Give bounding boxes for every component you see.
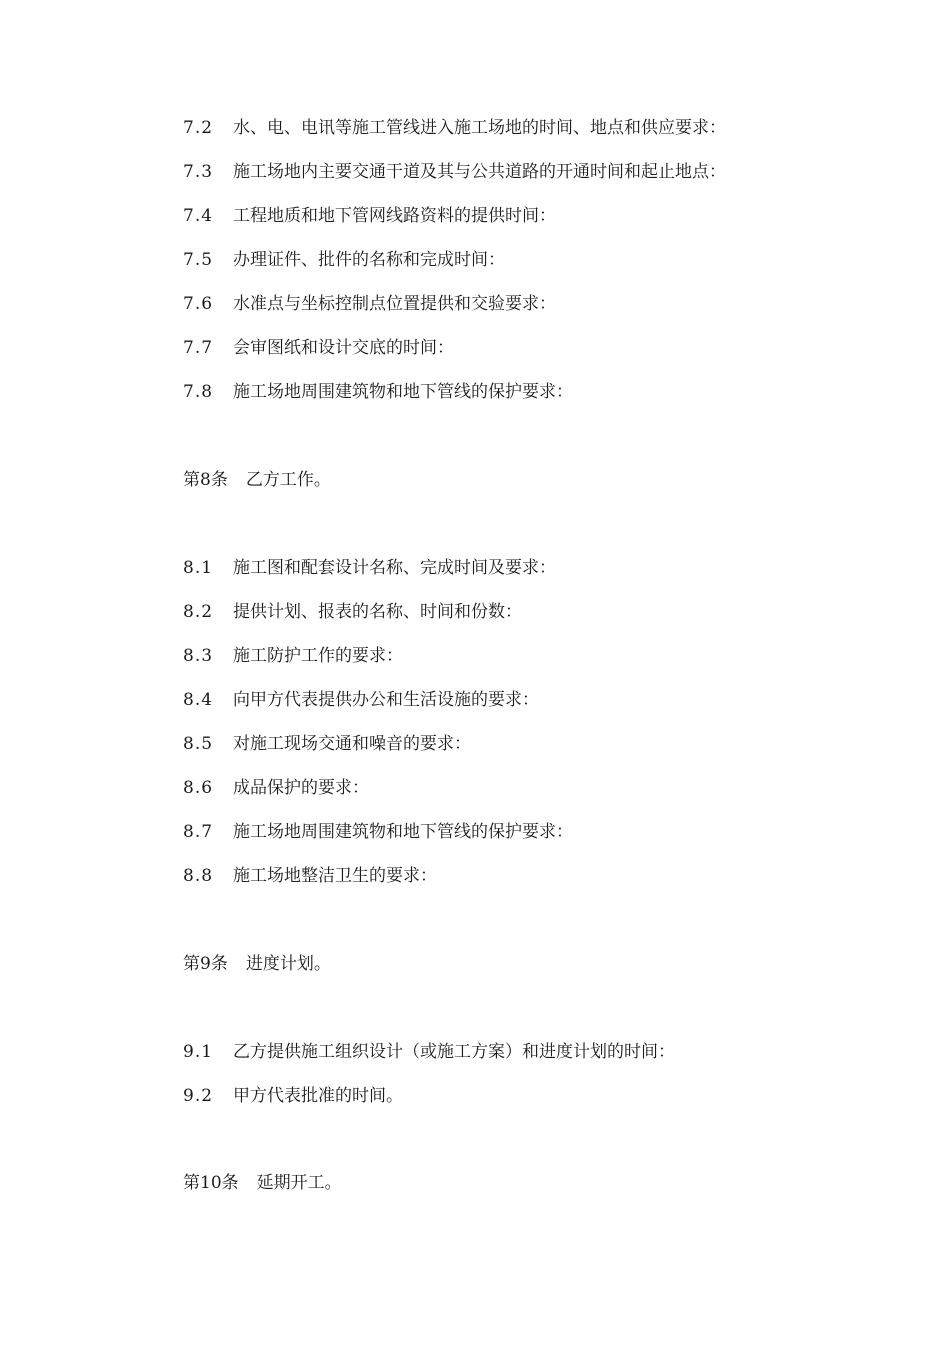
clause-7-7 <box>183 336 454 360</box>
clause-8-2 <box>183 600 522 624</box>
clause-text: 施工场地整洁卫生的要求： <box>233 866 437 886</box>
clause-number: 8.1 <box>183 558 214 578</box>
clause-number: 7.5 <box>183 250 214 270</box>
clause-text: 乙方提供施工组织设计（或施工方案）和进度计划的时间： <box>233 1042 675 1062</box>
article-title: 进度计划。 <box>245 954 331 974</box>
clause-7-4 <box>183 204 556 228</box>
clause-text: 施工防护工作的要求： <box>233 646 403 666</box>
article-number: 第10条 <box>183 1173 239 1193</box>
clause-text: 水、电、电讯等施工管线进入施工场地的时间、地点和供应要求： <box>233 118 726 138</box>
clause-8-5 <box>183 732 471 756</box>
article-title: 延期开工。 <box>256 1173 342 1193</box>
clause-text: 施工场地周围建筑物和地下管线的保护要求： <box>233 382 573 402</box>
clause-number: 7.7 <box>183 338 214 358</box>
clause-number: 7.3 <box>183 162 214 182</box>
article-title: 乙方工作。 <box>245 470 331 490</box>
clause-7-5 <box>183 248 505 272</box>
clause-number: 8.6 <box>183 778 214 798</box>
clause-number: 8.8 <box>183 866 214 886</box>
article-10-heading <box>183 1171 342 1195</box>
article-8-heading <box>183 468 331 492</box>
clause-text: 施工场地周围建筑物和地下管线的保护要求： <box>233 822 573 842</box>
clause-text: 成品保护的要求： <box>233 778 369 798</box>
clause-9-1 <box>183 1040 675 1064</box>
clause-number: 7.2 <box>183 118 214 138</box>
article-number: 第8条 <box>183 470 228 490</box>
clause-number: 8.2 <box>183 602 214 622</box>
clause-number: 7.6 <box>183 294 214 314</box>
clause-8-6 <box>183 776 369 800</box>
clause-text: 向甲方代表提供办公和生活设施的要求： <box>233 690 539 710</box>
clause-number: 7.4 <box>183 206 214 226</box>
clause-text: 提供计划、报表的名称、时间和份数： <box>233 602 522 622</box>
clause-8-7 <box>183 820 573 844</box>
clause-number: 7.8 <box>183 382 214 402</box>
clause-8-1 <box>183 556 556 580</box>
article-number: 第9条 <box>183 954 228 974</box>
article-9-heading <box>183 952 331 976</box>
clause-text: 会审图纸和设计交底的时间： <box>233 338 454 358</box>
clause-7-8 <box>183 380 573 404</box>
clause-9-2 <box>183 1084 403 1108</box>
clause-number: 9.2 <box>183 1086 214 1106</box>
clause-text: 施工图和配套设计名称、完成时间及要求： <box>233 558 556 578</box>
clause-text: 办理证件、批件的名称和完成时间： <box>233 250 505 270</box>
clause-number: 9.1 <box>183 1042 214 1062</box>
clause-7-3 <box>183 160 726 184</box>
clause-7-2 <box>183 116 726 140</box>
clause-number: 8.7 <box>183 822 214 842</box>
clause-8-3 <box>183 644 403 668</box>
clause-text: 工程地质和地下管网线路资料的提供时间： <box>233 206 556 226</box>
clause-text: 对施工现场交通和噪音的要求： <box>233 734 471 754</box>
clause-text: 施工场地内主要交通干道及其与公共道路的开通时间和起止地点： <box>233 162 726 182</box>
clause-number: 8.3 <box>183 646 214 666</box>
clause-8-8 <box>183 864 437 888</box>
clause-number: 8.5 <box>183 734 214 754</box>
clause-number: 8.4 <box>183 690 214 710</box>
clause-text: 甲方代表批准的时间。 <box>233 1086 403 1106</box>
clause-text: 水准点与坐标控制点位置提供和交验要求： <box>233 294 556 314</box>
clause-7-6 <box>183 292 556 316</box>
clause-8-4 <box>183 688 539 712</box>
